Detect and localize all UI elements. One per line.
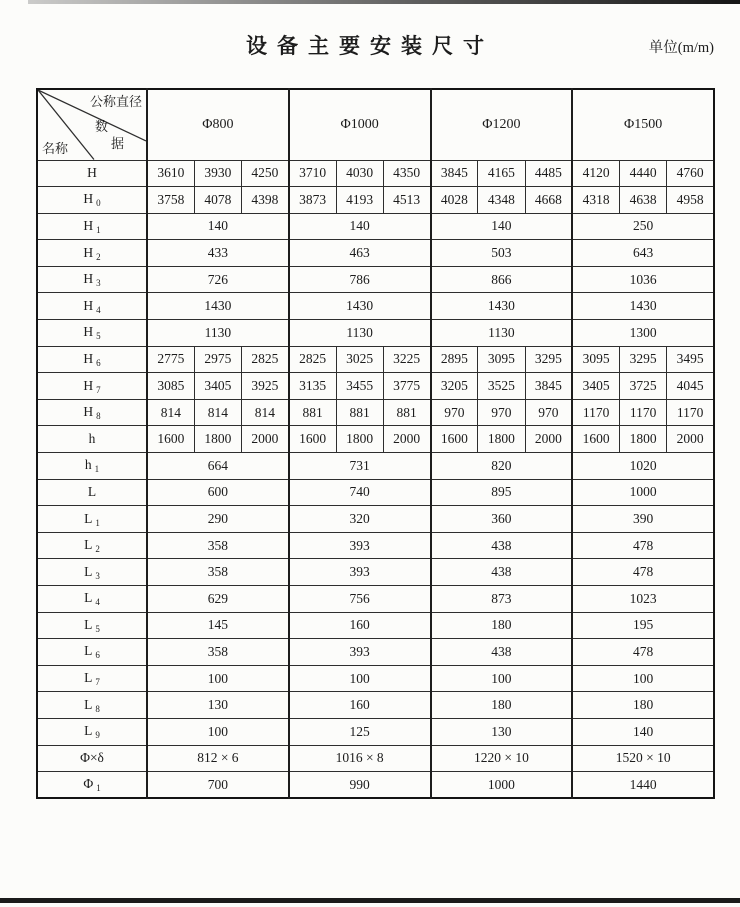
value-cell: 2000 bbox=[525, 426, 572, 453]
value-cell: 125 bbox=[289, 718, 431, 745]
row-label bbox=[37, 160, 147, 187]
value-cell: 100 bbox=[572, 665, 714, 692]
value-cell: 438 bbox=[431, 639, 573, 666]
table-row bbox=[37, 266, 714, 293]
value-cell: 145 bbox=[147, 612, 289, 639]
table-row bbox=[37, 612, 714, 639]
row-label-symbol: L bbox=[84, 537, 93, 553]
value-cell: 1430 bbox=[572, 293, 714, 320]
row-label bbox=[37, 559, 147, 586]
value-cell: 360 bbox=[431, 506, 573, 533]
row-label-subscript: 2 bbox=[96, 251, 101, 262]
value-cell: 3525 bbox=[478, 373, 525, 400]
row-label bbox=[37, 532, 147, 559]
value-cell: 1430 bbox=[431, 293, 573, 320]
row-label-subscript: 1 bbox=[96, 783, 101, 794]
row-label-subscript: 7 bbox=[95, 677, 100, 688]
value-cell: 3930 bbox=[194, 160, 241, 187]
value-cell: 503 bbox=[431, 240, 573, 267]
table-row bbox=[37, 320, 714, 347]
value-cell: 250 bbox=[572, 213, 714, 240]
value-cell: 3095 bbox=[572, 346, 619, 373]
value-cell: 3205 bbox=[431, 373, 478, 400]
value-cell: 1600 bbox=[147, 426, 194, 453]
value-cell: 866 bbox=[431, 266, 573, 293]
row-label bbox=[37, 426, 147, 453]
row-label-symbol: H bbox=[83, 217, 94, 233]
value-cell: 600 bbox=[147, 479, 289, 506]
value-cell: 1440 bbox=[572, 772, 714, 799]
row-label-subscript: 8 bbox=[95, 703, 100, 714]
row-label-symbol: H bbox=[83, 244, 94, 260]
value-cell: 478 bbox=[572, 559, 714, 586]
row-label-symbol: L bbox=[84, 670, 93, 686]
value-cell: 1430 bbox=[289, 293, 431, 320]
value-cell: 3775 bbox=[383, 373, 430, 400]
page-title: 设备主要安装尺寸 bbox=[246, 35, 494, 58]
row-label-symbol: L bbox=[84, 723, 93, 739]
value-cell: 1170 bbox=[667, 399, 714, 426]
value-cell: 4638 bbox=[620, 187, 667, 214]
value-cell: 820 bbox=[431, 453, 573, 480]
value-cell: 1020 bbox=[572, 453, 714, 480]
value-cell: 4348 bbox=[478, 187, 525, 214]
row-label bbox=[37, 399, 147, 426]
value-cell: 140 bbox=[147, 213, 289, 240]
value-cell: 3725 bbox=[620, 373, 667, 400]
row-label-subscript: 9 bbox=[95, 730, 100, 741]
value-cell: 786 bbox=[289, 266, 431, 293]
value-cell: 814 bbox=[242, 399, 289, 426]
value-cell: 2000 bbox=[242, 426, 289, 453]
value-cell: 3225 bbox=[383, 346, 430, 373]
table-row bbox=[37, 240, 714, 267]
value-cell: 990 bbox=[289, 772, 431, 799]
row-label bbox=[37, 240, 147, 267]
value-cell: 358 bbox=[147, 639, 289, 666]
value-cell: 881 bbox=[336, 399, 383, 426]
value-cell: 970 bbox=[431, 399, 478, 426]
value-cell: 4120 bbox=[572, 160, 619, 187]
value-cell: 130 bbox=[147, 692, 289, 719]
value-cell: 643 bbox=[572, 240, 714, 267]
value-cell: 895 bbox=[431, 479, 573, 506]
table-row bbox=[37, 718, 714, 745]
value-cell: 1300 bbox=[572, 320, 714, 347]
value-cell: 4193 bbox=[336, 187, 383, 214]
value-cell: 478 bbox=[572, 532, 714, 559]
value-cell: 160 bbox=[289, 612, 431, 639]
value-cell: 4958 bbox=[667, 187, 714, 214]
row-label bbox=[37, 213, 147, 240]
corner-label-data-char1: 数 bbox=[95, 119, 109, 134]
column-group-header-phi1200: Φ1200 bbox=[431, 89, 573, 160]
table-row bbox=[37, 559, 714, 586]
row-label-symbol: H bbox=[83, 350, 94, 366]
value-cell: 320 bbox=[289, 506, 431, 533]
row-label-symbol: H bbox=[83, 377, 94, 393]
value-cell: 873 bbox=[431, 586, 573, 613]
row-label bbox=[37, 745, 147, 772]
column-group-header-phi1500: Φ1500 bbox=[572, 89, 714, 160]
corner-label-data-char2: 据 bbox=[111, 136, 125, 151]
value-cell: 970 bbox=[525, 399, 572, 426]
row-label bbox=[37, 586, 147, 613]
value-cell: 3495 bbox=[667, 346, 714, 373]
table-row bbox=[37, 639, 714, 666]
value-cell: 1170 bbox=[620, 399, 667, 426]
value-cell: 390 bbox=[572, 506, 714, 533]
value-cell: 970 bbox=[478, 399, 525, 426]
row-label-symbol: H bbox=[83, 404, 94, 420]
value-cell: 4398 bbox=[242, 187, 289, 214]
value-cell: 3405 bbox=[572, 373, 619, 400]
table-row bbox=[37, 665, 714, 692]
value-cell: 4350 bbox=[383, 160, 430, 187]
row-label-symbol: L bbox=[84, 696, 93, 712]
row-label bbox=[37, 718, 147, 745]
value-cell: 463 bbox=[289, 240, 431, 267]
column-group-header-phi800: Φ800 bbox=[147, 89, 289, 160]
value-cell: 393 bbox=[289, 532, 431, 559]
scan-artifact-top-edge bbox=[28, 0, 740, 4]
table-row bbox=[37, 213, 714, 240]
row-label-symbol: H bbox=[83, 271, 94, 287]
row-label bbox=[37, 373, 147, 400]
value-cell: 4485 bbox=[525, 160, 572, 187]
value-cell: 814 bbox=[147, 399, 194, 426]
corner-header-cell bbox=[37, 89, 147, 160]
value-cell: 1170 bbox=[572, 399, 619, 426]
table-row bbox=[37, 160, 714, 187]
value-cell: 433 bbox=[147, 240, 289, 267]
row-label-subscript: 1 bbox=[94, 464, 100, 475]
value-cell: 3925 bbox=[242, 373, 289, 400]
value-cell: 881 bbox=[289, 399, 336, 426]
value-cell: 1130 bbox=[147, 320, 289, 347]
value-cell: 1130 bbox=[289, 320, 431, 347]
value-cell: 4668 bbox=[525, 187, 572, 214]
row-label-subscript: 4 bbox=[95, 597, 100, 608]
row-label bbox=[37, 639, 147, 666]
value-cell: 812 × 6 bbox=[147, 745, 289, 772]
table-row bbox=[37, 745, 714, 772]
value-cell: 3295 bbox=[525, 346, 572, 373]
value-cell: 3845 bbox=[525, 373, 572, 400]
row-label-symbol: L bbox=[87, 484, 97, 500]
value-cell: 4760 bbox=[667, 160, 714, 187]
row-label bbox=[37, 506, 147, 533]
value-cell: 140 bbox=[289, 213, 431, 240]
value-cell: 4045 bbox=[667, 373, 714, 400]
table-row bbox=[37, 772, 714, 799]
value-cell: 3710 bbox=[289, 160, 336, 187]
row-label-symbol: h bbox=[84, 457, 92, 473]
unit-label: 单位(m/m) bbox=[648, 40, 714, 56]
row-label bbox=[37, 692, 147, 719]
row-label-subscript: 6 bbox=[95, 650, 100, 661]
value-cell: 1000 bbox=[431, 772, 573, 799]
table-row bbox=[37, 426, 714, 453]
value-cell: 180 bbox=[431, 612, 573, 639]
row-label bbox=[37, 479, 147, 506]
value-cell: 100 bbox=[289, 665, 431, 692]
row-label bbox=[37, 665, 147, 692]
row-label-subscript: 8 bbox=[96, 411, 101, 422]
value-cell: 4318 bbox=[572, 187, 619, 214]
table-row bbox=[37, 586, 714, 613]
value-cell: 1130 bbox=[431, 320, 573, 347]
row-label-subscript: 4 bbox=[96, 304, 101, 315]
table-row bbox=[37, 532, 714, 559]
value-cell: 1520 × 10 bbox=[572, 745, 714, 772]
row-label-subscript: 1 bbox=[96, 224, 101, 235]
header-row bbox=[37, 89, 714, 160]
value-cell: 1800 bbox=[620, 426, 667, 453]
value-cell: 4250 bbox=[242, 160, 289, 187]
value-cell: 664 bbox=[147, 453, 289, 480]
value-cell: 3095 bbox=[478, 346, 525, 373]
table-row bbox=[37, 346, 714, 373]
value-cell: 195 bbox=[572, 612, 714, 639]
row-label-symbol: L bbox=[84, 616, 93, 632]
value-cell: 1600 bbox=[572, 426, 619, 453]
value-cell: 140 bbox=[572, 718, 714, 745]
row-label-subscript: 3 bbox=[95, 570, 100, 581]
value-cell: 700 bbox=[147, 772, 289, 799]
row-label bbox=[37, 293, 147, 320]
value-cell: 4513 bbox=[383, 187, 430, 214]
value-cell: 130 bbox=[431, 718, 573, 745]
row-label-symbol: H bbox=[83, 191, 94, 207]
table-row bbox=[37, 506, 714, 533]
row-label-symbol: L bbox=[84, 590, 93, 606]
value-cell: 1430 bbox=[147, 293, 289, 320]
value-cell: 358 bbox=[147, 559, 289, 586]
value-cell: 1036 bbox=[572, 266, 714, 293]
corner-label-name: 名称 bbox=[42, 141, 69, 156]
value-cell: 3873 bbox=[289, 187, 336, 214]
row-label bbox=[37, 266, 147, 293]
table-row bbox=[37, 453, 714, 480]
value-cell: 180 bbox=[572, 692, 714, 719]
value-cell: 3135 bbox=[289, 373, 336, 400]
corner-label-nominal-diameter: 公称直径 bbox=[89, 94, 142, 109]
value-cell: 3610 bbox=[147, 160, 194, 187]
value-cell: 290 bbox=[147, 506, 289, 533]
value-cell: 100 bbox=[147, 718, 289, 745]
table-row bbox=[37, 692, 714, 719]
row-label-symbol: h bbox=[88, 431, 96, 447]
table-row bbox=[37, 293, 714, 320]
table-row bbox=[37, 373, 714, 400]
value-cell: 1600 bbox=[289, 426, 336, 453]
value-cell: 814 bbox=[194, 399, 241, 426]
value-cell: 100 bbox=[431, 665, 573, 692]
row-label bbox=[37, 320, 147, 347]
value-cell: 3025 bbox=[336, 346, 383, 373]
scan-artifact-bottom-edge bbox=[0, 898, 740, 903]
row-label-symbol: L bbox=[84, 563, 93, 579]
value-cell: 2975 bbox=[194, 346, 241, 373]
row-label-subscript: 0 bbox=[96, 198, 101, 209]
value-cell: 3845 bbox=[431, 160, 478, 187]
value-cell: 3405 bbox=[194, 373, 241, 400]
value-cell: 3085 bbox=[147, 373, 194, 400]
value-cell: 438 bbox=[431, 559, 573, 586]
row-label bbox=[37, 453, 147, 480]
installation-dimensions-table bbox=[36, 88, 715, 799]
value-cell: 100 bbox=[147, 665, 289, 692]
value-cell: 731 bbox=[289, 453, 431, 480]
value-cell: 393 bbox=[289, 559, 431, 586]
column-group-header-phi1000: Φ1000 bbox=[289, 89, 431, 160]
table-row bbox=[37, 479, 714, 506]
value-cell: 180 bbox=[431, 692, 573, 719]
value-cell: 3758 bbox=[147, 187, 194, 214]
value-cell: 1220 × 10 bbox=[431, 745, 573, 772]
value-cell: 2895 bbox=[431, 346, 478, 373]
value-cell: 2775 bbox=[147, 346, 194, 373]
value-cell: 358 bbox=[147, 532, 289, 559]
value-cell: 629 bbox=[147, 586, 289, 613]
row-label bbox=[37, 772, 147, 799]
value-cell: 4165 bbox=[478, 160, 525, 187]
row-label-subscript: 5 bbox=[95, 623, 100, 634]
value-cell: 1023 bbox=[572, 586, 714, 613]
value-cell: 4078 bbox=[194, 187, 241, 214]
row-label-symbol: H bbox=[83, 297, 94, 313]
row-label-subscript: 7 bbox=[96, 384, 101, 395]
row-label-symbol: Φ×δ bbox=[80, 750, 104, 766]
value-cell: 140 bbox=[431, 213, 573, 240]
table-row bbox=[37, 187, 714, 214]
table-row bbox=[37, 399, 714, 426]
value-cell: 2825 bbox=[289, 346, 336, 373]
row-label-subscript: 6 bbox=[96, 357, 101, 368]
value-cell: 4030 bbox=[336, 160, 383, 187]
value-cell: 756 bbox=[289, 586, 431, 613]
value-cell: 393 bbox=[289, 639, 431, 666]
value-cell: 4440 bbox=[620, 160, 667, 187]
row-label-symbol: H bbox=[87, 165, 97, 181]
value-cell: 2000 bbox=[383, 426, 430, 453]
value-cell: 726 bbox=[147, 266, 289, 293]
value-cell: 160 bbox=[289, 692, 431, 719]
value-cell: 3455 bbox=[336, 373, 383, 400]
value-cell: 1800 bbox=[478, 426, 525, 453]
row-label-symbol: L bbox=[84, 643, 93, 659]
value-cell: 438 bbox=[431, 532, 573, 559]
value-cell: 478 bbox=[572, 639, 714, 666]
value-cell: 2000 bbox=[667, 426, 714, 453]
value-cell: 881 bbox=[383, 399, 430, 426]
value-cell: 2825 bbox=[242, 346, 289, 373]
row-label-subscript: 1 bbox=[95, 517, 100, 528]
row-label bbox=[37, 612, 147, 639]
value-cell: 1800 bbox=[336, 426, 383, 453]
row-label bbox=[37, 187, 147, 214]
value-cell: 1016 × 8 bbox=[289, 745, 431, 772]
row-label-subscript: 5 bbox=[96, 331, 101, 342]
value-cell: 1000 bbox=[572, 479, 714, 506]
value-cell: 1600 bbox=[431, 426, 478, 453]
value-cell: 4028 bbox=[431, 187, 478, 214]
value-cell: 3295 bbox=[620, 346, 667, 373]
row-label-subscript: 3 bbox=[96, 278, 101, 289]
value-cell: 740 bbox=[289, 479, 431, 506]
row-label-subscript: 2 bbox=[95, 544, 100, 555]
row-label-symbol: H bbox=[83, 324, 94, 340]
value-cell: 1800 bbox=[194, 426, 241, 453]
row-label-symbol: Φ bbox=[83, 776, 94, 792]
row-label-symbol: L bbox=[84, 510, 93, 526]
row-label bbox=[37, 346, 147, 373]
